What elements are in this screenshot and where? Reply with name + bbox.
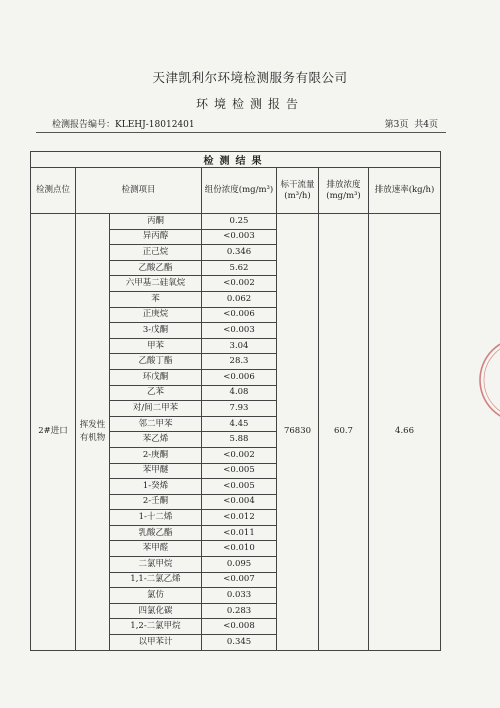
table-title: 检测结果: [31, 152, 441, 168]
header-rule: [36, 132, 446, 133]
compound-name: 乳酸乙酯: [110, 525, 202, 541]
compound-name: 苯: [110, 291, 202, 307]
header-flow: 标干流量(m³/h): [277, 168, 319, 214]
compound-name: 甲苯: [110, 338, 202, 354]
compound-name: 乙酸丁酯: [110, 354, 202, 370]
emission-conc-value: 60.7: [319, 214, 369, 651]
compound-concentration: <0.006: [202, 369, 277, 385]
compound-name: 正庚烷: [110, 307, 202, 323]
compound-concentration: <0.005: [202, 463, 277, 479]
table-row: [31, 214, 441, 230]
compound-name: 环戊酮: [110, 369, 202, 385]
compound-name: 正己烷: [110, 245, 202, 261]
compound-concentration: 4.45: [202, 416, 277, 432]
compound-name: 1-癸烯: [110, 479, 202, 495]
compound-concentration: 0.345: [202, 635, 277, 651]
compound-name: 苯乙烯: [110, 432, 202, 448]
compound-concentration: 0.283: [202, 603, 277, 619]
header-emission-rate: 排放速率(kg/h): [369, 168, 441, 214]
compound-name: 1-十二烯: [110, 510, 202, 526]
company-name: 天津凯利尔环境检测服务有限公司: [152, 70, 348, 85]
sampling-point: 2#进口: [31, 214, 76, 651]
official-stamp: [462, 330, 500, 430]
compound-concentration: 0.062: [202, 291, 277, 307]
compound-name: 对/间二甲苯: [110, 401, 202, 417]
report-number-value: KLEHJ-18012401: [115, 120, 195, 130]
compound-name: 乙酸乙酯: [110, 260, 202, 276]
results-table: [30, 151, 441, 651]
compound-concentration: <0.003: [202, 323, 277, 339]
page-info: 第3页 共4页: [384, 120, 438, 130]
report-number: [52, 117, 195, 130]
compound-name: 六甲基二硅氧烷: [110, 276, 202, 292]
compound-concentration: <0.007: [202, 572, 277, 588]
compound-concentration: <0.002: [202, 447, 277, 463]
header-point: 检测点位: [31, 168, 76, 214]
compound-name: 异丙醇: [110, 229, 202, 245]
compound-name: 苯甲醛: [110, 541, 202, 557]
compound-concentration: <0.002: [202, 276, 277, 292]
report-title: 环境检测报告: [195, 97, 304, 111]
compound-name: 1,2-二氯甲烷: [110, 619, 202, 635]
compound-concentration: 3.04: [202, 338, 277, 354]
compound-concentration: <0.003: [202, 229, 277, 245]
compound-name: 乙苯: [110, 385, 202, 401]
emission-rate-value: 4.66: [369, 214, 441, 651]
compound-concentration: 5.62: [202, 260, 277, 276]
compound-name: 苯甲醚: [110, 463, 202, 479]
compound-concentration: <0.011: [202, 525, 277, 541]
compound-name: 以甲苯计: [110, 635, 202, 651]
compound-concentration: 0.25: [202, 214, 277, 230]
compound-concentration: 7.93: [202, 401, 277, 417]
compound-name: 氯仿: [110, 588, 202, 604]
compound-name: 1,1-二氯乙烯: [110, 572, 202, 588]
compound-concentration: <0.010: [202, 541, 277, 557]
flow-value: 76830: [277, 214, 319, 651]
compound-name: 丙酮: [110, 214, 202, 230]
compound-concentration: 0.095: [202, 557, 277, 573]
compound-concentration: 0.033: [202, 588, 277, 604]
compound-concentration: 0.346: [202, 245, 277, 261]
compound-name: 2-壬酮: [110, 494, 202, 510]
compound-concentration: 5.88: [202, 432, 277, 448]
header-concentration: 组份浓度(mg/m³): [202, 168, 277, 214]
compound-name: 2-庚酮: [110, 447, 202, 463]
compound-name: 四氯化碳: [110, 603, 202, 619]
compound-concentration: <0.005: [202, 479, 277, 495]
compound-concentration: 28.3: [202, 354, 277, 370]
category-cell: 挥发性有机物: [76, 214, 110, 651]
compound-name: 3-戊酮: [110, 323, 202, 339]
header-emission-conc: 排放浓度(mg/m³): [319, 168, 369, 214]
compound-concentration: <0.006: [202, 307, 277, 323]
header-item: 检测项目: [76, 168, 202, 214]
compound-concentration: <0.012: [202, 510, 277, 526]
compound-concentration: <0.008: [202, 619, 277, 635]
compound-name: 二氯甲烷: [110, 557, 202, 573]
report-number-label: 检测报告编号：: [52, 120, 116, 130]
compound-name: 邻二甲苯: [110, 416, 202, 432]
compound-concentration: <0.004: [202, 494, 277, 510]
compound-concentration: 4.08: [202, 385, 277, 401]
